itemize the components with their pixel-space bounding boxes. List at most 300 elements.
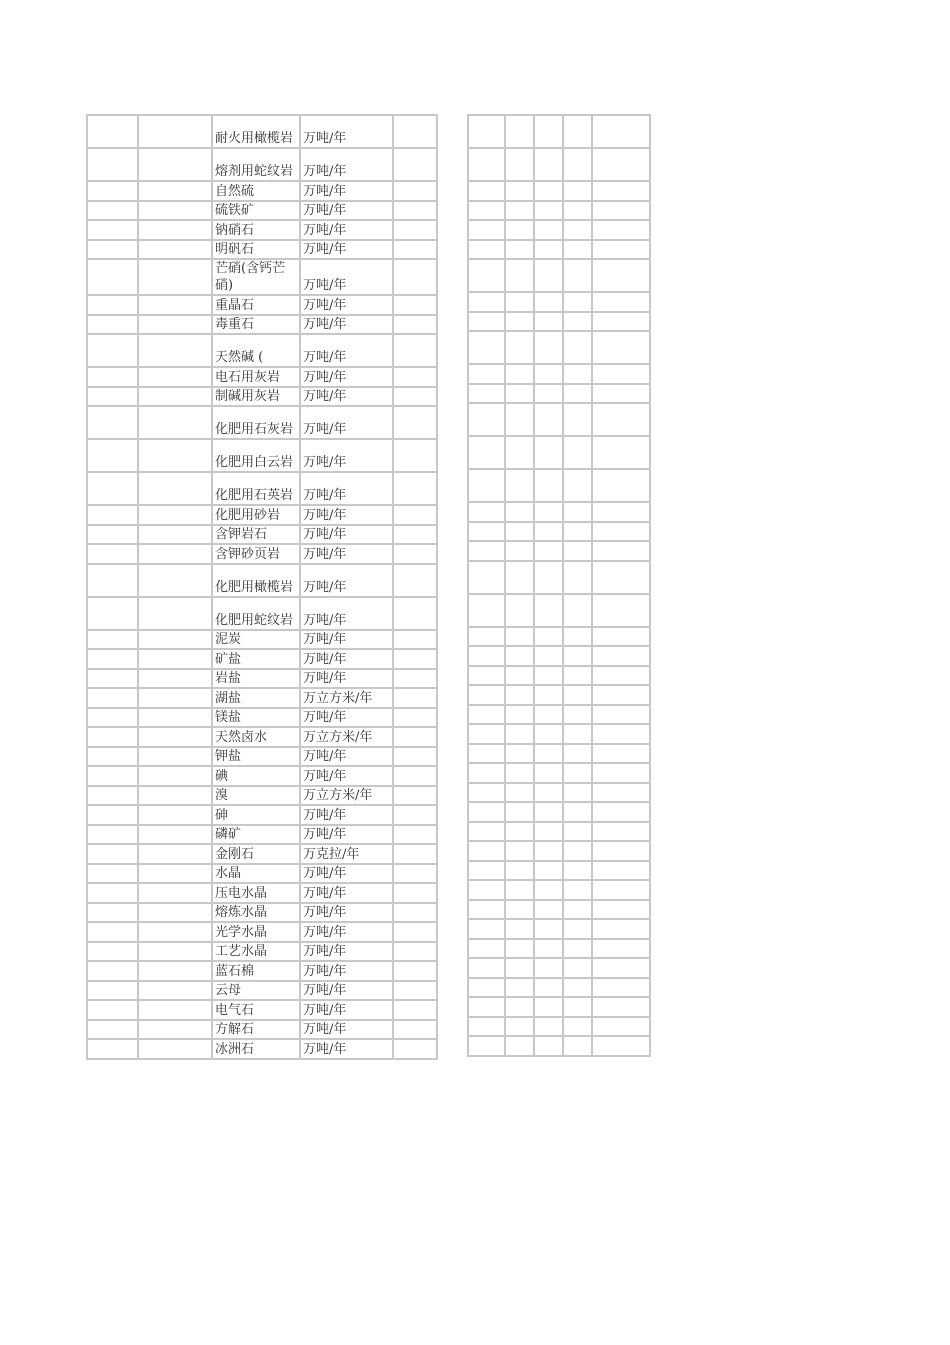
grid-cell[interactable] [534, 627, 563, 647]
index-cell[interactable] [87, 148, 138, 181]
value-cell[interactable] [393, 367, 437, 387]
index-cell[interactable] [87, 564, 138, 597]
grid-cell[interactable] [468, 763, 505, 783]
value-cell[interactable] [393, 649, 437, 669]
index-cell[interactable] [87, 505, 138, 525]
grid-cell[interactable] [505, 384, 534, 404]
grid-cell[interactable] [592, 958, 650, 978]
grid-cell[interactable] [592, 939, 650, 959]
grid-cell[interactable] [563, 685, 592, 705]
grid-cell[interactable] [563, 594, 592, 627]
grid-cell[interactable] [534, 978, 563, 998]
grid-cell[interactable] [592, 522, 650, 542]
grid-cell[interactable] [468, 997, 505, 1017]
grid-cell[interactable] [468, 469, 505, 502]
grid-cell[interactable] [563, 469, 592, 502]
grid-cell[interactable] [468, 919, 505, 939]
grid-cell[interactable] [505, 259, 534, 292]
index-cell[interactable] [87, 708, 138, 728]
index-cell[interactable] [87, 1000, 138, 1020]
code-cell[interactable] [138, 544, 212, 564]
unit-cell[interactable] [300, 334, 393, 367]
grid-cell[interactable] [534, 561, 563, 594]
mineral-name-cell[interactable] [212, 315, 300, 335]
grid-cell[interactable] [563, 331, 592, 364]
grid-cell[interactable] [505, 705, 534, 725]
grid-cell[interactable] [534, 763, 563, 783]
grid-cell[interactable] [505, 541, 534, 561]
grid-cell[interactable] [592, 1017, 650, 1037]
mineral-name-cell[interactable] [212, 981, 300, 1001]
grid-cell[interactable] [563, 939, 592, 959]
value-cell[interactable] [393, 544, 437, 564]
grid-cell[interactable] [592, 880, 650, 900]
grid-cell[interactable] [468, 331, 505, 364]
value-cell[interactable] [393, 688, 437, 708]
code-cell[interactable] [138, 1039, 212, 1059]
grid-cell[interactable] [505, 783, 534, 803]
grid-cell[interactable] [592, 646, 650, 666]
grid-cell[interactable] [592, 502, 650, 522]
unit-cell[interactable] [300, 505, 393, 525]
grid-cell[interactable] [505, 978, 534, 998]
grid-cell[interactable] [592, 666, 650, 686]
grid-cell[interactable] [534, 292, 563, 312]
grid-cell[interactable] [468, 561, 505, 594]
unit-cell[interactable] [300, 220, 393, 240]
grid-cell[interactable] [592, 384, 650, 404]
index-cell[interactable] [87, 883, 138, 903]
value-cell[interactable] [393, 315, 437, 335]
code-cell[interactable] [138, 1000, 212, 1020]
value-cell[interactable] [393, 864, 437, 884]
grid-cell[interactable] [592, 436, 650, 469]
grid-cell[interactable] [505, 522, 534, 542]
grid-cell[interactable] [563, 541, 592, 561]
code-cell[interactable] [138, 406, 212, 439]
grid-cell[interactable] [592, 822, 650, 842]
index-cell[interactable] [87, 181, 138, 201]
unit-cell[interactable] [300, 630, 393, 650]
grid-cell[interactable] [468, 646, 505, 666]
code-cell[interactable] [138, 981, 212, 1001]
code-cell[interactable] [138, 669, 212, 689]
grid-cell[interactable] [468, 502, 505, 522]
grid-cell[interactable] [468, 900, 505, 920]
grid-cell[interactable] [534, 724, 563, 744]
unit-cell[interactable] [300, 864, 393, 884]
mineral-name-cell[interactable] [212, 472, 300, 505]
grid-cell[interactable] [505, 666, 534, 686]
grid-cell[interactable] [563, 900, 592, 920]
index-cell[interactable] [87, 295, 138, 315]
value-cell[interactable] [393, 220, 437, 240]
grid-cell[interactable] [505, 220, 534, 240]
grid-cell[interactable] [468, 148, 505, 181]
unit-cell[interactable] [300, 1039, 393, 1059]
grid-cell[interactable] [563, 115, 592, 148]
grid-cell[interactable] [563, 958, 592, 978]
grid-cell[interactable] [563, 880, 592, 900]
value-cell[interactable] [393, 564, 437, 597]
code-cell[interactable] [138, 240, 212, 260]
grid-cell[interactable] [468, 724, 505, 744]
grid-cell[interactable] [534, 685, 563, 705]
unit-cell[interactable] [300, 708, 393, 728]
mineral-name-cell[interactable] [212, 439, 300, 472]
index-cell[interactable] [87, 220, 138, 240]
value-cell[interactable] [393, 181, 437, 201]
grid-cell[interactable] [592, 259, 650, 292]
index-cell[interactable] [87, 942, 138, 962]
index-cell[interactable] [87, 961, 138, 981]
grid-cell[interactable] [505, 292, 534, 312]
mineral-name-cell[interactable] [212, 942, 300, 962]
grid-cell[interactable] [505, 822, 534, 842]
grid-cell[interactable] [592, 240, 650, 260]
value-cell[interactable] [393, 747, 437, 767]
mineral-name-cell[interactable] [212, 922, 300, 942]
grid-cell[interactable] [505, 403, 534, 436]
grid-cell[interactable] [468, 783, 505, 803]
grid-cell[interactable] [505, 939, 534, 959]
grid-cell[interactable] [468, 220, 505, 240]
value-cell[interactable] [393, 597, 437, 630]
grid-cell[interactable] [534, 541, 563, 561]
grid-cell[interactable] [505, 502, 534, 522]
grid-cell[interactable] [592, 201, 650, 221]
grid-cell[interactable] [505, 561, 534, 594]
index-cell[interactable] [87, 201, 138, 221]
grid-cell[interactable] [592, 181, 650, 201]
grid-cell[interactable] [468, 181, 505, 201]
value-cell[interactable] [393, 439, 437, 472]
grid-cell[interactable] [592, 220, 650, 240]
grid-cell[interactable] [534, 880, 563, 900]
grid-cell[interactable] [468, 384, 505, 404]
value-cell[interactable] [393, 1020, 437, 1040]
grid-cell[interactable] [592, 1036, 650, 1056]
code-cell[interactable] [138, 201, 212, 221]
mineral-name-cell[interactable] [212, 387, 300, 407]
code-cell[interactable] [138, 805, 212, 825]
grid-cell[interactable] [505, 436, 534, 469]
mineral-name-cell[interactable] [212, 1020, 300, 1040]
index-cell[interactable] [87, 1039, 138, 1059]
index-cell[interactable] [87, 472, 138, 505]
grid-cell[interactable] [592, 861, 650, 881]
unit-cell[interactable] [300, 525, 393, 545]
mineral-name-cell[interactable] [212, 825, 300, 845]
grid-cell[interactable] [563, 312, 592, 332]
index-cell[interactable] [87, 649, 138, 669]
grid-cell[interactable] [468, 522, 505, 542]
grid-cell[interactable] [505, 331, 534, 364]
code-cell[interactable] [138, 597, 212, 630]
code-cell[interactable] [138, 387, 212, 407]
grid-cell[interactable] [505, 744, 534, 764]
grid-cell[interactable] [468, 1036, 505, 1056]
unit-cell[interactable] [300, 181, 393, 201]
grid-cell[interactable] [563, 705, 592, 725]
code-cell[interactable] [138, 220, 212, 240]
value-cell[interactable] [393, 334, 437, 367]
grid-cell[interactable] [534, 331, 563, 364]
grid-cell[interactable] [468, 403, 505, 436]
grid-cell[interactable] [563, 1036, 592, 1056]
unit-cell[interactable] [300, 544, 393, 564]
mineral-name-cell[interactable] [212, 334, 300, 367]
mineral-name-cell[interactable] [212, 544, 300, 564]
grid-cell[interactable] [505, 997, 534, 1017]
grid-cell[interactable] [468, 822, 505, 842]
value-cell[interactable] [393, 115, 437, 148]
grid-cell[interactable] [563, 997, 592, 1017]
mineral-name-cell[interactable] [212, 883, 300, 903]
code-cell[interactable] [138, 688, 212, 708]
grid-cell[interactable] [468, 259, 505, 292]
unit-cell[interactable] [300, 961, 393, 981]
unit-cell[interactable] [300, 727, 393, 747]
grid-cell[interactable] [534, 861, 563, 881]
code-cell[interactable] [138, 649, 212, 669]
value-cell[interactable] [393, 903, 437, 923]
unit-cell[interactable] [300, 564, 393, 597]
mineral-name-cell[interactable] [212, 597, 300, 630]
mineral-name-cell[interactable] [212, 1000, 300, 1020]
value-cell[interactable] [393, 942, 437, 962]
grid-cell[interactable] [534, 705, 563, 725]
grid-cell[interactable] [563, 240, 592, 260]
value-cell[interactable] [393, 1000, 437, 1020]
grid-cell[interactable] [592, 724, 650, 744]
unit-cell[interactable] [300, 439, 393, 472]
grid-cell[interactable] [534, 919, 563, 939]
code-cell[interactable] [138, 630, 212, 650]
grid-cell[interactable] [468, 861, 505, 881]
grid-cell[interactable] [592, 292, 650, 312]
grid-cell[interactable] [592, 403, 650, 436]
value-cell[interactable] [393, 727, 437, 747]
index-cell[interactable] [87, 525, 138, 545]
grid-cell[interactable] [592, 561, 650, 594]
grid-cell[interactable] [505, 841, 534, 861]
grid-cell[interactable] [563, 220, 592, 240]
grid-cell[interactable] [534, 115, 563, 148]
code-cell[interactable] [138, 181, 212, 201]
value-cell[interactable] [393, 148, 437, 181]
grid-cell[interactable] [563, 646, 592, 666]
index-cell[interactable] [87, 805, 138, 825]
index-cell[interactable] [87, 439, 138, 472]
grid-cell[interactable] [534, 181, 563, 201]
grid-cell[interactable] [534, 259, 563, 292]
index-cell[interactable] [87, 903, 138, 923]
grid-cell[interactable] [534, 1017, 563, 1037]
index-cell[interactable] [87, 334, 138, 367]
unit-cell[interactable] [300, 825, 393, 845]
grid-cell[interactable] [563, 384, 592, 404]
code-cell[interactable] [138, 708, 212, 728]
code-cell[interactable] [138, 1020, 212, 1040]
mineral-name-cell[interactable] [212, 844, 300, 864]
grid-cell[interactable] [468, 666, 505, 686]
grid-cell[interactable] [505, 685, 534, 705]
mineral-name-cell[interactable] [212, 766, 300, 786]
index-cell[interactable] [87, 367, 138, 387]
index-cell[interactable] [87, 259, 138, 295]
grid-cell[interactable] [534, 522, 563, 542]
unit-cell[interactable] [300, 295, 393, 315]
unit-cell[interactable] [300, 387, 393, 407]
grid-cell[interactable] [563, 364, 592, 384]
grid-cell[interactable] [534, 220, 563, 240]
grid-cell[interactable] [563, 783, 592, 803]
grid-cell[interactable] [468, 240, 505, 260]
grid-cell[interactable] [534, 822, 563, 842]
grid-cell[interactable] [505, 201, 534, 221]
mineral-name-cell[interactable] [212, 240, 300, 260]
code-cell[interactable] [138, 367, 212, 387]
grid-cell[interactable] [534, 802, 563, 822]
grid-cell[interactable] [563, 919, 592, 939]
unit-cell[interactable] [300, 669, 393, 689]
value-cell[interactable] [393, 201, 437, 221]
value-cell[interactable] [393, 669, 437, 689]
index-cell[interactable] [87, 630, 138, 650]
unit-cell[interactable] [300, 367, 393, 387]
grid-cell[interactable] [534, 744, 563, 764]
unit-cell[interactable] [300, 259, 393, 295]
mineral-name-cell[interactable] [212, 181, 300, 201]
value-cell[interactable] [393, 922, 437, 942]
unit-cell[interactable] [300, 844, 393, 864]
unit-cell[interactable] [300, 981, 393, 1001]
grid-cell[interactable] [505, 861, 534, 881]
mineral-name-cell[interactable] [212, 669, 300, 689]
code-cell[interactable] [138, 747, 212, 767]
unit-cell[interactable] [300, 766, 393, 786]
unit-cell[interactable] [300, 472, 393, 505]
code-cell[interactable] [138, 472, 212, 505]
grid-cell[interactable] [534, 900, 563, 920]
value-cell[interactable] [393, 825, 437, 845]
grid-cell[interactable] [468, 880, 505, 900]
grid-cell[interactable] [505, 1036, 534, 1056]
grid-cell[interactable] [592, 469, 650, 502]
mineral-name-cell[interactable] [212, 688, 300, 708]
index-cell[interactable] [87, 727, 138, 747]
grid-cell[interactable] [563, 841, 592, 861]
grid-cell[interactable] [592, 783, 650, 803]
code-cell[interactable] [138, 942, 212, 962]
value-cell[interactable] [393, 805, 437, 825]
grid-cell[interactable] [534, 997, 563, 1017]
mineral-name-cell[interactable] [212, 525, 300, 545]
code-cell[interactable] [138, 148, 212, 181]
grid-cell[interactable] [592, 763, 650, 783]
value-cell[interactable] [393, 961, 437, 981]
grid-cell[interactable] [563, 822, 592, 842]
grid-cell[interactable] [534, 364, 563, 384]
grid-cell[interactable] [534, 436, 563, 469]
mineral-name-cell[interactable] [212, 564, 300, 597]
mineral-name-cell[interactable] [212, 295, 300, 315]
value-cell[interactable] [393, 844, 437, 864]
unit-cell[interactable] [300, 1000, 393, 1020]
grid-cell[interactable] [468, 292, 505, 312]
grid-cell[interactable] [468, 685, 505, 705]
value-cell[interactable] [393, 240, 437, 260]
value-cell[interactable] [393, 1039, 437, 1059]
code-cell[interactable] [138, 315, 212, 335]
grid-cell[interactable] [505, 312, 534, 332]
code-cell[interactable] [138, 844, 212, 864]
index-cell[interactable] [87, 315, 138, 335]
grid-cell[interactable] [534, 148, 563, 181]
grid-cell[interactable] [505, 958, 534, 978]
grid-cell[interactable] [505, 919, 534, 939]
index-cell[interactable] [87, 597, 138, 630]
grid-cell[interactable] [563, 259, 592, 292]
grid-cell[interactable] [534, 939, 563, 959]
value-cell[interactable] [393, 259, 437, 295]
mineral-name-cell[interactable] [212, 259, 300, 295]
mineral-name-cell[interactable] [212, 786, 300, 806]
grid-cell[interactable] [534, 841, 563, 861]
grid-cell[interactable] [563, 627, 592, 647]
value-cell[interactable] [393, 766, 437, 786]
grid-cell[interactable] [468, 802, 505, 822]
grid-cell[interactable] [563, 502, 592, 522]
grid-cell[interactable] [563, 436, 592, 469]
index-cell[interactable] [87, 747, 138, 767]
grid-cell[interactable] [468, 312, 505, 332]
mineral-name-cell[interactable] [212, 864, 300, 884]
unit-cell[interactable] [300, 240, 393, 260]
unit-cell[interactable] [300, 747, 393, 767]
grid-cell[interactable] [592, 541, 650, 561]
unit-cell[interactable] [300, 942, 393, 962]
unit-cell[interactable] [300, 649, 393, 669]
index-cell[interactable] [87, 544, 138, 564]
index-cell[interactable] [87, 766, 138, 786]
grid-cell[interactable] [534, 666, 563, 686]
grid-cell[interactable] [592, 744, 650, 764]
grid-cell[interactable] [592, 841, 650, 861]
grid-cell[interactable] [505, 627, 534, 647]
grid-cell[interactable] [468, 939, 505, 959]
value-cell[interactable] [393, 406, 437, 439]
grid-cell[interactable] [534, 646, 563, 666]
mineral-name-cell[interactable] [212, 1039, 300, 1059]
mineral-name-cell[interactable] [212, 148, 300, 181]
grid-cell[interactable] [505, 646, 534, 666]
unit-cell[interactable] [300, 786, 393, 806]
code-cell[interactable] [138, 295, 212, 315]
unit-cell[interactable] [300, 903, 393, 923]
index-cell[interactable] [87, 406, 138, 439]
grid-cell[interactable] [563, 403, 592, 436]
grid-cell[interactable] [592, 685, 650, 705]
code-cell[interactable] [138, 259, 212, 295]
grid-cell[interactable] [592, 331, 650, 364]
grid-cell[interactable] [468, 978, 505, 998]
grid-cell[interactable] [563, 201, 592, 221]
mineral-name-cell[interactable] [212, 115, 300, 148]
value-cell[interactable] [393, 525, 437, 545]
code-cell[interactable] [138, 961, 212, 981]
